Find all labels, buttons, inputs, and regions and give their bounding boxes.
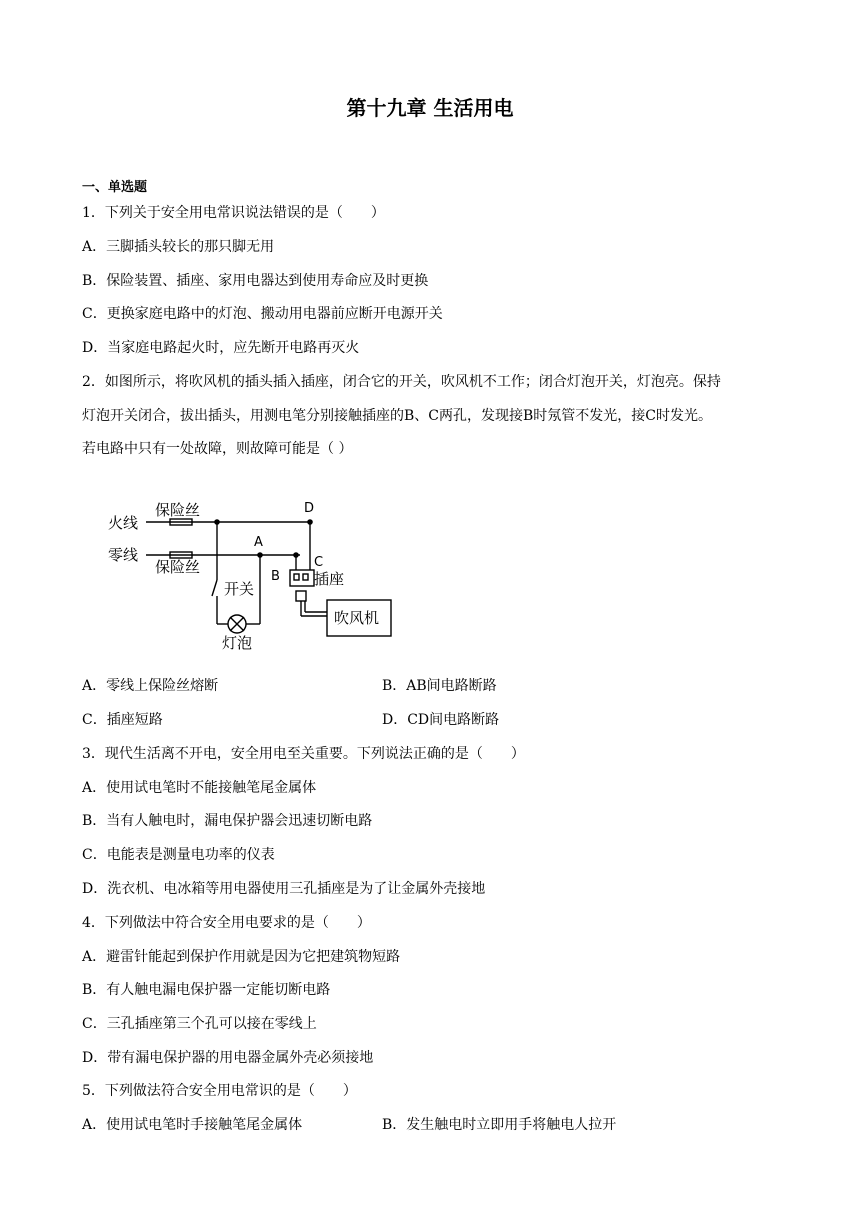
point-d-label: D: [304, 501, 315, 516]
q2-option-b: B．AB间电路断路: [382, 678, 497, 694]
point-c-label: C: [314, 555, 324, 570]
q1-option-b: B．保险装置、插座、家用电器达到使用寿命应及时更换: [82, 273, 429, 289]
section-heading: 一、单选题: [82, 180, 148, 195]
q4-option-d: D．带有漏电保护器的用电器金属外壳必须接地: [82, 1050, 374, 1066]
q4-stem: 4．下列做法中符合安全用电要求的是（ ）: [82, 915, 371, 931]
q1-stem: 1．下列关于安全用电常识说法错误的是（ ）: [82, 205, 385, 221]
socket-label: 插座: [314, 570, 345, 588]
q2-option-c: C．插座短路: [82, 712, 163, 728]
q3-stem: 3．现代生活离不开电，安全用电至关重要。下列说法正确的是（ ）: [82, 746, 525, 762]
q4-option-c: C．三孔插座第三个孔可以接在零线上: [82, 1016, 317, 1032]
page-title: 第十九章 生活用电: [346, 96, 514, 120]
q1-option-d: D．当家庭电路起火时，应先断开电路再灭火: [82, 340, 360, 356]
point-b-label: B: [271, 569, 280, 584]
q3-option-d: D．洗衣机、电冰箱等用电器使用三孔插座是为了让金属外壳接地: [82, 881, 486, 897]
q1-option-a: A．三脚插头较长的那只脚无用: [82, 239, 275, 255]
q2-stem-line3: 若电路中只有一处故障，则故障可能是（ ）: [82, 441, 353, 457]
dryer-label: 吹风机: [334, 609, 380, 627]
q3-option-b: B．当有人触电时，漏电保护器会迅速切断电路: [82, 813, 373, 829]
q5-stem: 5．下列做法符合安全用电常识的是（ ）: [82, 1083, 357, 1099]
fuse-live-label: 保险丝: [155, 501, 201, 519]
point-a-label: A: [254, 535, 263, 550]
fuse-neutral-label: 保险丝: [155, 558, 201, 576]
q2-stem-line2: 灯泡开关闭合，拔出插头，用测电笔分别接触插座的B、C两孔，发现接B时氖管不发光，接C时发光。: [82, 408, 712, 424]
q2-option-d: D．CD间电路断路: [382, 712, 500, 728]
circuit-diagram: [100, 490, 400, 660]
q1-option-c: C．更换家庭电路中的灯泡、搬动用电器前应断开电源开关: [82, 306, 443, 322]
q2-option-a: A．零线上保险丝熔断: [82, 678, 219, 694]
q4-option-a: A．避雷针能起到保护作用就是因为它把建筑物短路: [82, 949, 401, 965]
neutral-wire-label: 零线: [108, 546, 139, 564]
q5-option-a: A．使用试电笔时手接触笔尾金属体: [82, 1117, 303, 1133]
switch-label: 开关: [224, 580, 255, 598]
bulb-label: 灯泡: [222, 634, 253, 652]
q3-option-a: A．使用试电笔时不能接触笔尾金属体: [82, 780, 317, 796]
q5-option-b: B．发生触电时立即用手将触电人拉开: [382, 1117, 617, 1133]
q3-option-c: C．电能表是测量电功率的仪表: [82, 847, 275, 863]
live-wire-label: 火线: [108, 514, 139, 532]
q2-stem-line1: 2．如图所示，将吹风机的插头插入插座，闭合它的开关，吹风机不工作；闭合灯泡开关，灯泡亮。保持: [82, 374, 721, 390]
q4-option-b: B．有人触电漏电保护器一定能切断电路: [82, 982, 331, 998]
